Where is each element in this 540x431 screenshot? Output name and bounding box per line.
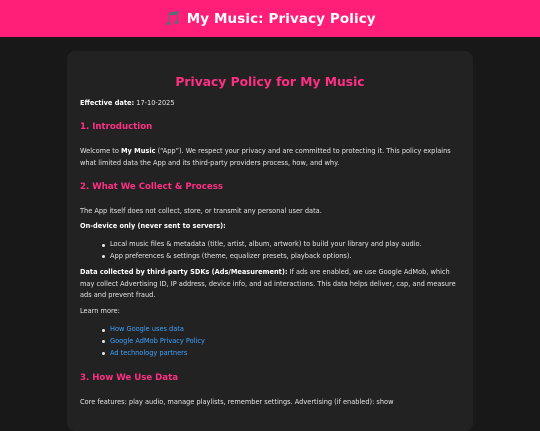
effective-date-label: Effective date: <box>80 99 135 107</box>
third-party-paragraph <box>80 267 463 302</box>
app-header <box>0 0 540 37</box>
intro-text-a: Welcome to <box>80 147 121 155</box>
list-item: Local music files & metadata (title, artist, album, artwork) to build your library and play audio. <box>102 239 461 251</box>
section-introduction-title: 1. Introduction <box>80 122 153 132</box>
effective-date-value: 17-10-2025 <box>136 99 175 107</box>
list-item: App preferences & settings (theme, equalizer presets, playback options). <box>102 251 461 263</box>
list-item <box>102 348 461 360</box>
link-admob-privacy[interactable]: Google AdMob Privacy Policy <box>110 336 205 345</box>
use-paragraph: Core features: play audio, manage playlists, remember settings. Advertising (if enabled): show <box>80 398 394 406</box>
link-ad-partners[interactable]: Ad technology partners <box>110 348 188 357</box>
third-party-label: Data collected by third-party SDKs (Ads/Measurement): <box>80 268 288 276</box>
collect-paragraph: The App itself does not collect, store, or transmit any personal user data. <box>80 207 322 215</box>
learn-more-label: Learn more: <box>80 307 120 315</box>
introduction-paragraph <box>80 146 463 169</box>
list-item <box>102 324 461 336</box>
learn-more-links <box>102 324 461 359</box>
on-device-label <box>80 221 463 233</box>
section-use-title: 3. How We Use Data <box>80 373 179 383</box>
link-google-data[interactable]: How Google uses data <box>110 325 184 333</box>
effective-date <box>80 98 463 110</box>
policy-card <box>67 51 473 431</box>
third-party-text: If ads are enabled, we use Google AdMob, which may collect Advertising ID, IP address, device info, and ad interactions. This data helps deliver, cap, and measure ads and prevent fraud. <box>80 268 456 299</box>
on-device-list <box>102 239 461 263</box>
policy-heading: Privacy Policy for My Music <box>175 75 365 89</box>
music-note-icon: 🎵 <box>164 10 182 27</box>
list-item <box>102 336 461 348</box>
on-device-bold: On-device only (never sent to servers): <box>80 222 226 230</box>
app-name-bold: My Music <box>120 147 156 155</box>
intro-text-c: (“App”). We respect your privacy and are committed to protecting it. This policy explains what limited data the App and its third-party providers process, how, and why. <box>80 147 451 167</box>
section-collect-title: 2. What We Collect & Process <box>80 182 223 192</box>
app-title: My Music: Privacy Policy <box>186 10 376 27</box>
